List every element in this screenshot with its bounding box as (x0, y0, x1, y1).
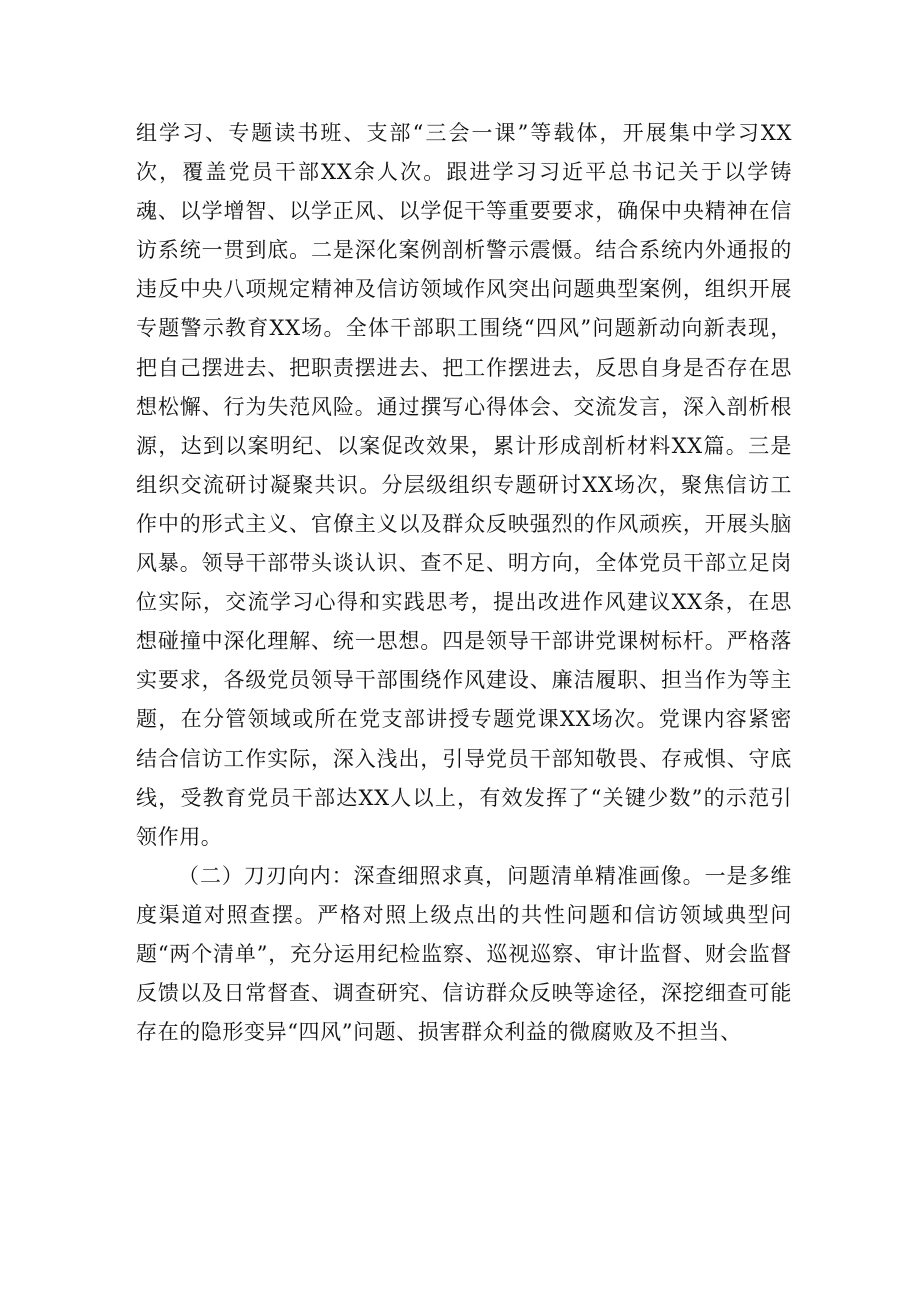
document-body (136, 114, 792, 1052)
paragraph-self-examination: （二）刀刃向内：深查细照求真，问题清单精准画像。一是多维度渠道对照查摆。严格对照上级点出的共性问题和信访领域典型问题“两个清单”，充分运用纪检监察、巡视巡察、审计监督、财会监督反馈以及日常督查、调查研究、信访群众反映等途径，深挖细查可能存在的隐形变异“四风”问题、损害群众利益的微腐败及不担当、 (136, 863, 792, 1045)
paragraph-study-activities: 组学习、专题读书班、支部“三会一课”等载体，开展集中学习XX次，覆盖党员干部XX余人次。跟进学习习近平总书记关于以学铸魂、以学增智、以学正风、以学促干等重要要求，确保中央精神在信访系统一贯到底。二是深化案例剖析警示震慑。结合系统内外通报的违反中央八项规定精神及信访领域作风突出问题典型案例，组织开展专题警示教育XX场。全体干部职工围绕“四风”问题新动向新表现，把自己摆进去、把职责摆进去、把工作摆进去，反思自身是否存在思想松懈、行为失范风险。通过撰写心得体会、交流发言，深入剖析根源，达到以案明纪、以案促改效果，累计形成剖析材料XX篇。三是组织交流研讨凝聚共识。分层级组织专题研讨XX场次，聚焦信访工作中的形式主义、官僚主义以及群众反映强烈的作风顽疾，开展头脑风暴。领导干部带头谈认识、查不足、明方向，全体党员干部立足岗位实际，交流学习心得和实践思考，提出改进作风建议XX条，在思想碰撞中深化理解、统一思想。四是领导干部讲党课树标杆。严格落实要求，各级党员领导干部围绕作风建设、廉洁履职、担当作为等主题，在分管领域或所在党支部讲授专题党课XX场次。党课内容紧密结合信访工作实际，深入浅出，引导党员干部知敬畏、存戒惧、守底线，受教育党员干部达XX人以上，有效发挥了“关键少数”的示范引领作用。 (136, 121, 792, 849)
